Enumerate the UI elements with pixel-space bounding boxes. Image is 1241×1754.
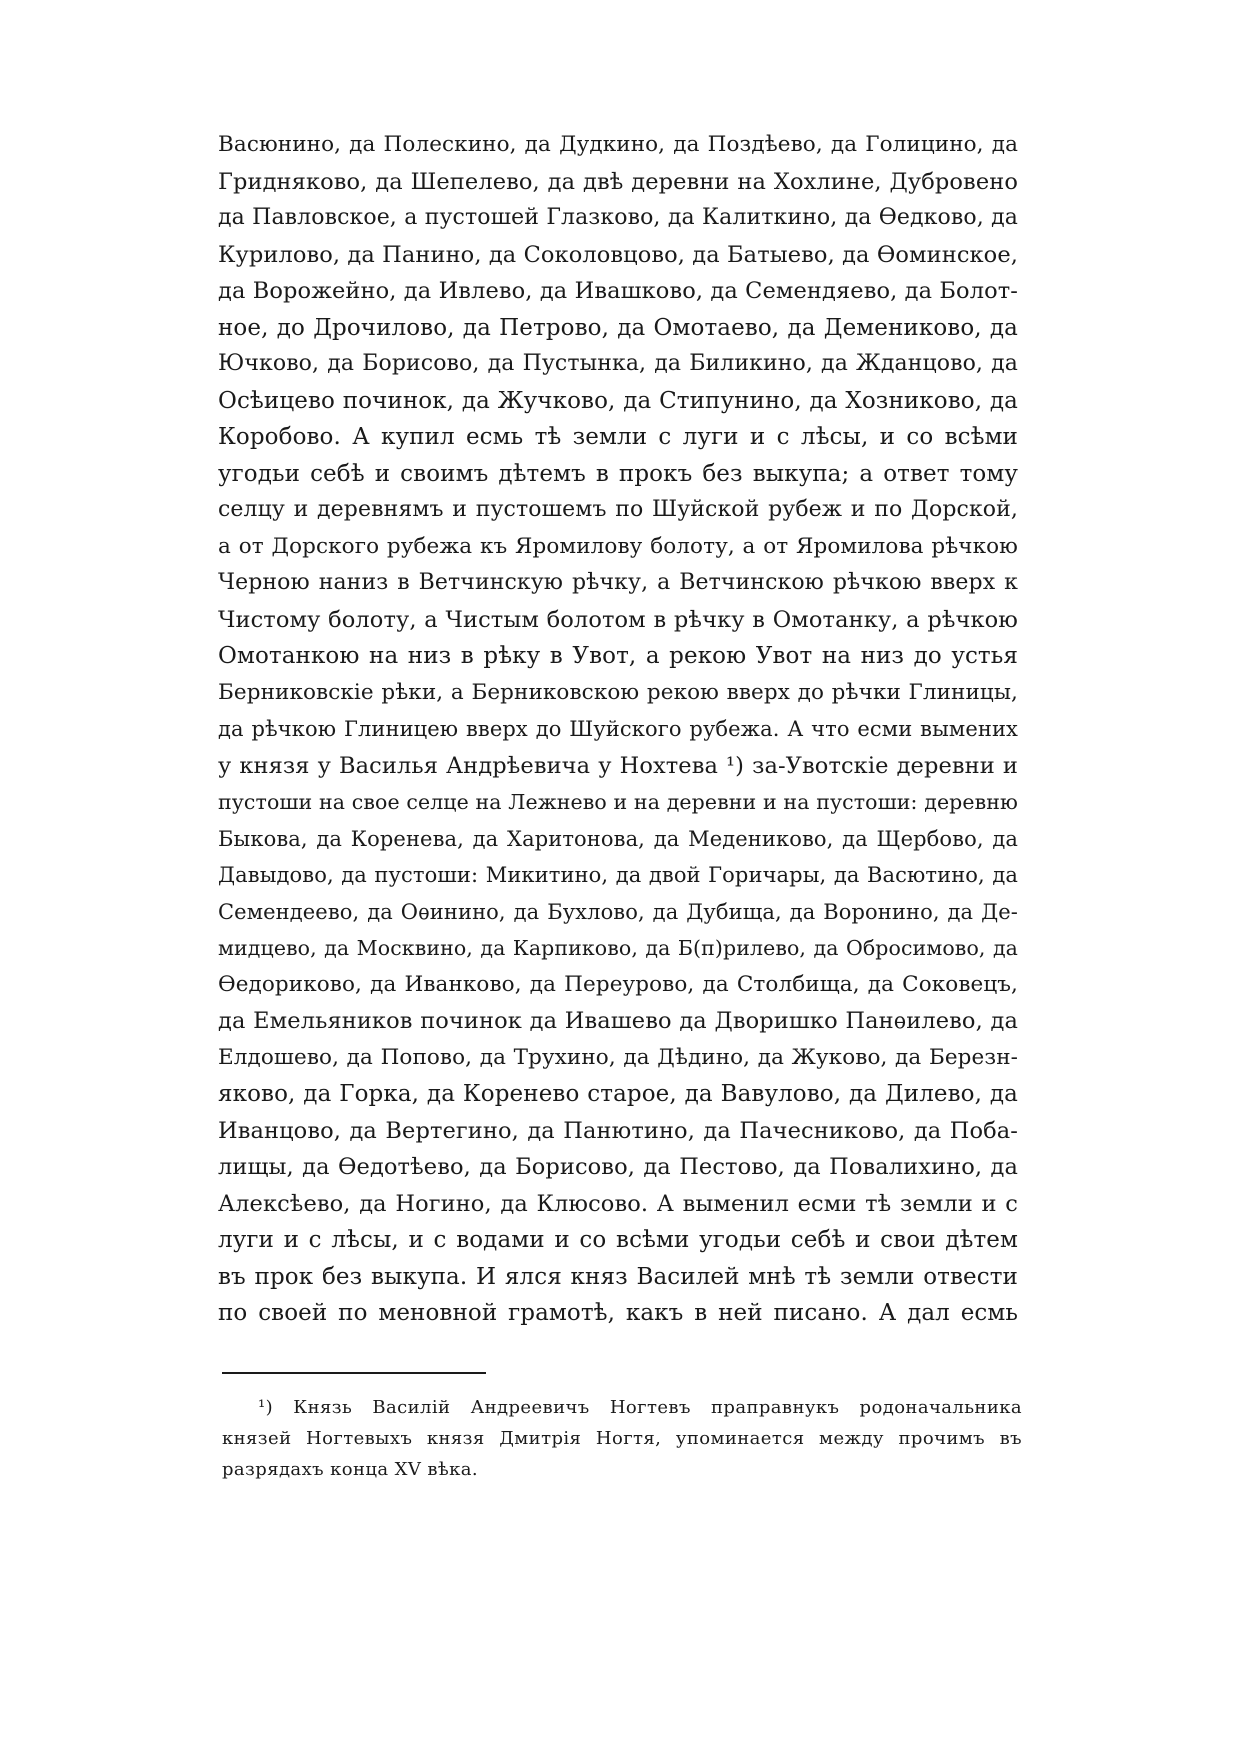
footnote-line: князей Ногтевыхъ князя Дмитрія Ногтя, упоминается между прочимъ въ [222, 1428, 1022, 1449]
text-line: Ючково, да Борисово, да Пустынка, да Биликино, да Жданцово, да [218, 351, 1018, 376]
text-line: Иванцово, да Вертегино, да Панютино, да Пачесниково, да Поба- [218, 1117, 1018, 1144]
text-line: яково, да Горка, да Коренево старое, да Вавулово, да Дилево, да [218, 1081, 1018, 1107]
text-line: въ прок без выкупа. И ялся княз Василей мнѣ тѣ земли отвести [218, 1263, 1018, 1290]
text-line: у князя у Василья Андрѣевича у Нохтева ¹) за-Увотскіе деревни и [218, 752, 1018, 779]
text-line: Давыдово, да пустоши: Микитино, да двой Горичары, да Васютино, да [218, 863, 1018, 887]
text-line: мидцево, да Москвино, да Карпиково, да Б(п)рилево, да Обросимово, да [218, 936, 1018, 960]
body-text [218, 127, 1018, 1332]
text-line: селцу и деревнямъ и пустошемъ по Шуйской рубеж и по Дорской, [218, 497, 1018, 522]
text-line: Елдошево, да Попово, да Трухино, да Дѣдино, да Жуково, да Березн- [218, 1044, 1018, 1070]
footnote-line: разрядахъ конца XV вѣка. [222, 1459, 479, 1480]
text-line: Васюнино, да Полескино, да Дудкино, да Поздѣево, да Голицино, да [218, 132, 1018, 157]
text-line: да Павловское, а пустошей Глазково, да Калиткино, да Ѳедково, да [218, 205, 1018, 230]
text-line: Осѣицево починок, да Жучково, да Стипунино, да Хозниково, да [218, 387, 1018, 414]
text-line: Быкова, да Коренева, да Харитонова, да Медениково, да Щербово, да [218, 826, 1018, 851]
text-line: да рѣчкою Глиницею вверх до Шуйского рубежа. А что есми вымених [218, 717, 1018, 741]
text-line: Гридняково, да Шепелево, да двѣ деревни на Хохлине, Дубровено [218, 168, 1018, 195]
footnote-divider [222, 1372, 486, 1374]
text-line: да Емельяников починок да Ивашево да Дворишко Панѳилево, да [218, 1008, 1018, 1034]
text-line: пустоши на свое селце на Лежнево и на деревни и на пустоши: деревню [218, 790, 1018, 814]
text-line: луги и с лѣсы, и с водами и со всѣми угодьи себѣ и свои дѣтем [218, 1227, 1018, 1253]
text-line: Ѳедориково, да Иванково, да Переурово, да Столбища, да Соковецъ, [218, 971, 1018, 997]
text-line: лищы, да Ѳедотѣево, да Борисово, да Пестово, да Повалихино, да [218, 1154, 1018, 1180]
text-line: Семендеево, да Оѳинино, да Бухлово, да Дубища, да Воронино, да Де- [218, 899, 1018, 924]
footnote [222, 1392, 1022, 1485]
text-line: угодьи себѣ и своимъ дѣтемъ в прокъ без выкупа; а ответ тому [218, 460, 1018, 487]
text-line: Алексѣево, да Ногино, да Клюсово. А выменил есми тѣ земли и с [218, 1190, 1018, 1217]
text-line: Омотанкою на низ в рѣку в Увот, а рекою Увот на низ до устья [218, 643, 1018, 669]
text-line: а от Дорского рубежа къ Яромилову болоту, а от Яромилова рѣчкою [218, 533, 1018, 559]
text-line: по своей по меновной грамотѣ, какъ в ней писано. А дал есмь [218, 1300, 1018, 1326]
text-line: ное, до Дрочилово, да Петрово, да Омотаево, да Демениково, да [218, 314, 1018, 341]
text-line: Черною наниз в Ветчинскую рѣчку, а Ветчинскою рѣчкою вверх к [218, 570, 1018, 595]
footnote-line: ¹) Князь Василій Андреевичъ Ногтевъ праправнукъ родоначальника [258, 1397, 1022, 1418]
text-line: Коробово. А купил есмь тѣ земли с луги и с лѣсы, и со всѣми [218, 424, 1018, 450]
text-line: Курилово, да Панино, да Соколовцово, да Батыево, да Ѳоминское, [218, 241, 1018, 268]
text-line: да Ворожейно, да Ивлево, да Ивашково, да Семендяево, да Болот- [218, 278, 1018, 304]
text-line: Берниковскіе рѣки, а Берниковскою рекою вверх до рѣчки Глиницы, [218, 679, 1018, 705]
text-line: Чистому болоту, а Чистым болотом в рѣчку в Омотанку, а рѣчкою [218, 606, 1018, 633]
